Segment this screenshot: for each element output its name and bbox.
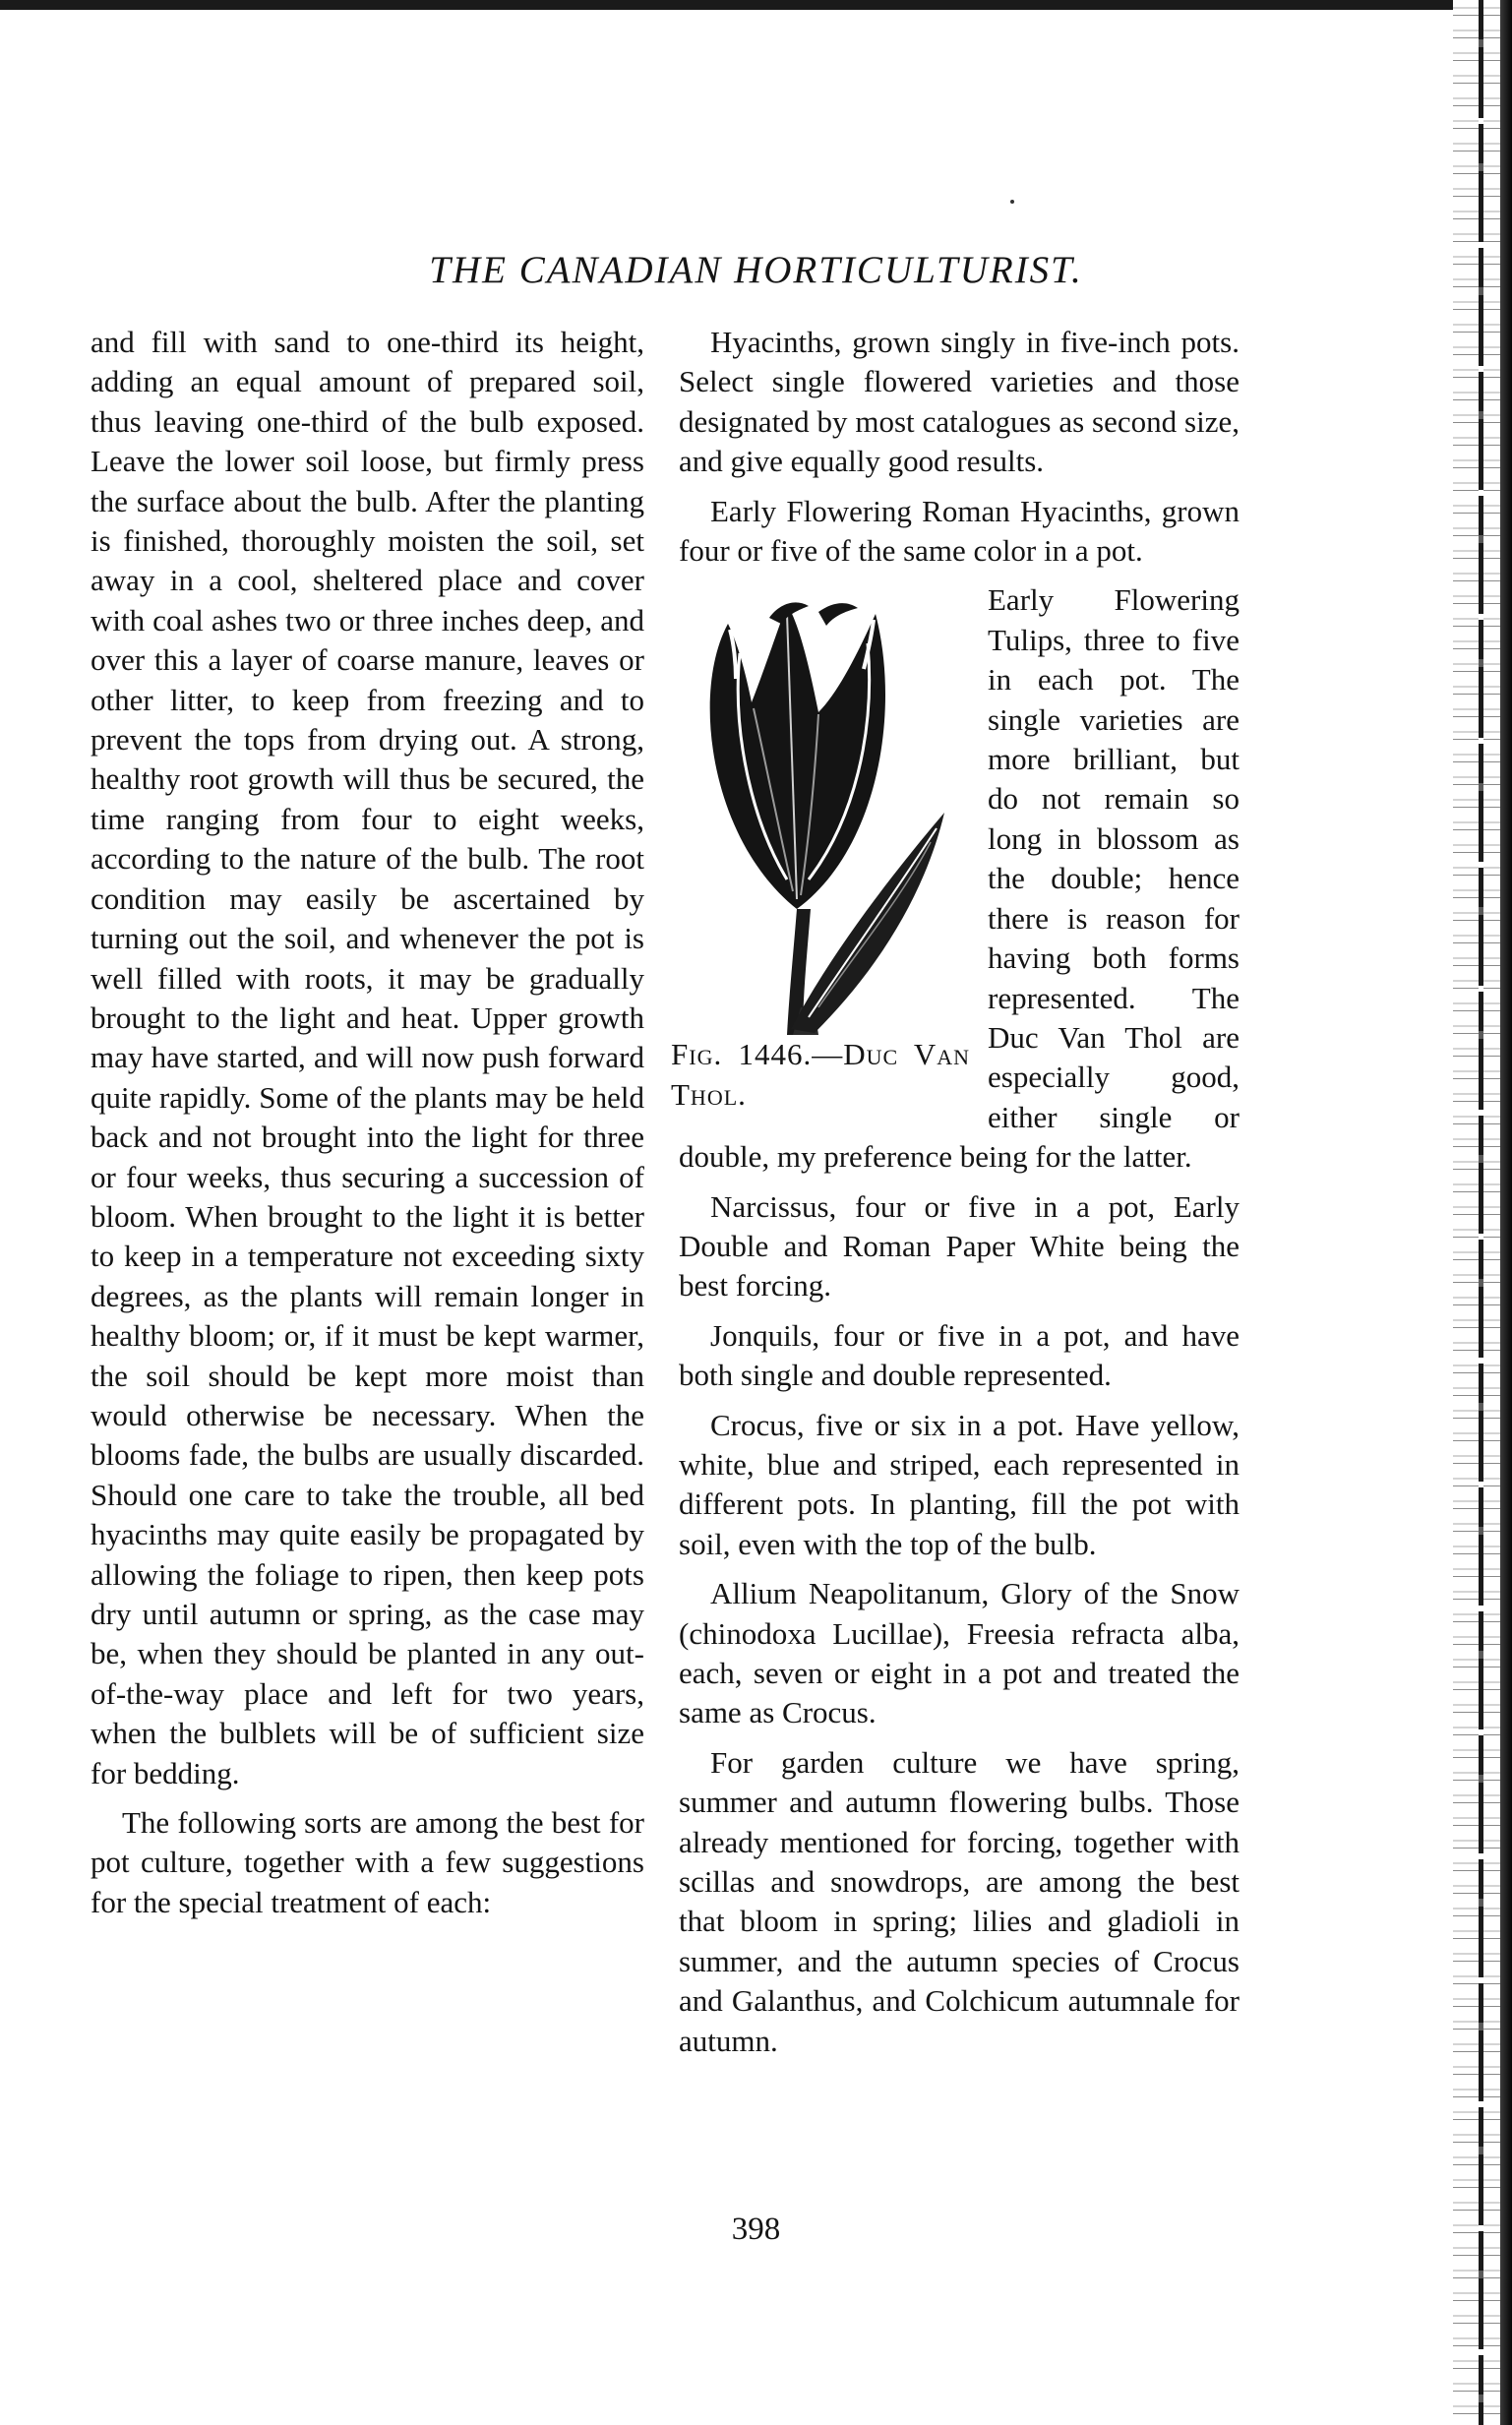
tulip-illustration [671,584,966,1035]
right-paragraph: For garden culture we have spring, summer and autumn flowering bulbs. Those already mentioned for forcing, together with scillas and snowdrops, are among the best that bloom in spring; lilies and gladioli in summer, and the autumn species of Crocus and Galanthus, and Colchicum autumnale for autumn. [679,1744,1240,2058]
page-number: 398 [731,2212,781,2247]
page-binding-edge [1453,0,1512,2425]
right-column [671,323,1240,2071]
figure [671,584,970,1124]
running-head: THE CANADIAN HORTICULTURIST. [429,249,1083,291]
print-speck [1010,200,1014,204]
right-paragraph: Hyacinths, grown singly in five-inch pots. Select single flowered varieties and those designated by most catalogues as second size, and give equally good results. [679,325,1240,479]
left-paragraph: The following sorts are among the best for pot culture, together with a few suggestions for the special treatment of each: [91,1805,644,1919]
figure-caption: Fig. 1446.—Duc Van Thol. [671,1037,970,1112]
left-column [91,323,644,1932]
right-paragraph-with-figure: Early Flowering Tulips, three to five in each pot. The single varieties are more brilliant, but do not remain so long in blossom as the double; hence there is reason for having both forms represented. The Duc Van Thol are especially good, either single or double, my preference being for the latter. [679,582,1240,1175]
right-paragraph: Allium Neapolitanum, Glory of the Snow (chinodoxa Lucillae), Freesia refracta alba, each, seven or eight in a pot and treated the same as Crocus. [679,1576,1240,1730]
right-paragraph: Crocus, five or six in a pot. Have yellow, white, blue and striped, each represented in different pots. In planting, fill the pot with soil, even with the top of the bulb. [679,1407,1240,1561]
left-paragraph: and fill with sand to one-third its height, adding an equal amount of prepared soil, thus leaving one-third of the bulb exposed. Leave the lower soil loose, but firmly press the surface about the bulb. After the planting is finished, thoroughly moisten the soil, set away in a cool, sheltered place and cover with coal ashes two or three inches deep, and over this a layer of coarse manure, leaves or other litter, to keep from freezing and to prevent the tops from drying out. A strong, healthy root growth will thus be secured, the time ranging from four to eight weeks, according to the nature of the bulb. The root condition may easily be ascertained by turning out the soil, and whenever the pot is well filled with roots, it may be gradually brought to the light and heat. Upper growth may have started, and will now push forward quite rapidly. Some of the plants may be held back and not brought into the light for three or four weeks, thus securing a succession of bloom. When brought to the light it is better to keep in a temperature not exceeding sixty degrees, as the plants will remain longer in healthy bloom; or, if it must be kept warmer, the soil should be kept more moist than would otherwise be necessary. When the blooms fade, the bulbs are usually discarded. Should one care to take the trouble, all bed hyacinths may quite easily be propagated by allowing the foliage to ripen, then keep pots dry until autumn or spring, as the case may be, when they should be planted in any out-of-the-way place and left for two years, when the bulblets will be of sufficient size for bedding. [91,325,644,1790]
page-top-edge [0,0,1512,10]
right-paragraph: Narcissus, four or five in a pot, Early Double and Roman Paper White being the best forcing. [679,1188,1240,1303]
right-paragraph: Early Flowering Roman Hyacinths, grown four or five of the same color in a pot. [679,493,1240,569]
right-paragraph: Jonquils, four or five in a pot, and have both single and double represented. [679,1317,1240,1393]
